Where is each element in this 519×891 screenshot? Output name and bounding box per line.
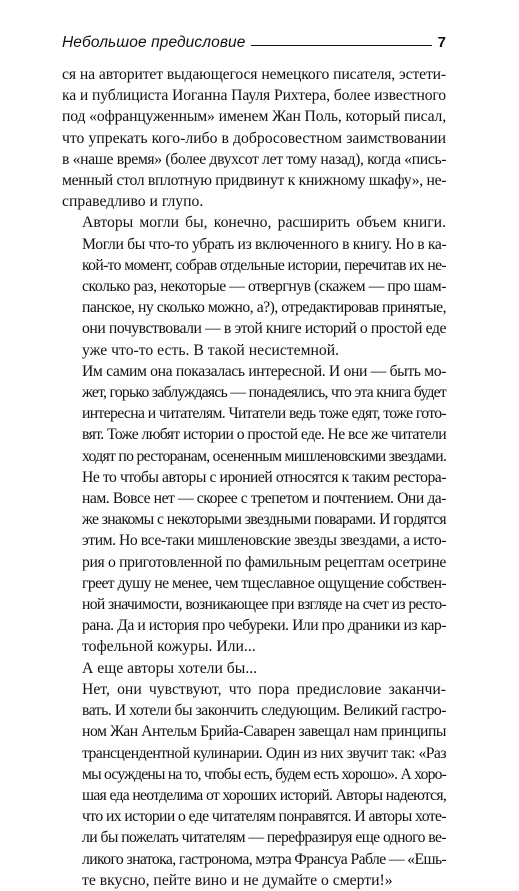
text-line: жет, горько заблуждаясь — понадеялись, что эта книга будет	[82, 384, 446, 402]
text-line: тофельной кожуры. Или...	[82, 638, 256, 656]
text-line: ходят по ресторанам, осененным мишленовскими звездами.	[82, 447, 447, 465]
text-line: уже что-то есть. В такой несистемной.	[82, 341, 340, 359]
text-line: они почувствовали — в этой книге историй о простой еде	[82, 320, 446, 338]
text-line: Авторы могли бы, конечно, расширить объем книги.	[82, 214, 446, 232]
paragraph-2	[62, 212, 446, 360]
paragraph-3	[62, 361, 446, 658]
page-number: 7	[437, 34, 446, 51]
text-line: ликого знатока, гастронома, мэтра Франсуа Рабле — «Ешь-	[82, 850, 447, 868]
text-line: под «офранцуженным» именем Жан Поль, который писал,	[62, 108, 446, 126]
body-text	[62, 64, 446, 891]
text-line: этим. Но все-таки мишленовские звезды звездами, а исто-	[82, 532, 446, 550]
text-line: греет душу не менее, чем тщеславное ощущение собствен-	[82, 574, 446, 592]
paragraph-4	[62, 658, 446, 679]
text-line: А еще авторы хотели бы...	[82, 659, 258, 677]
paragraph-1	[62, 64, 446, 212]
text-line: те вкусно, пейте вино и не думайте о смерти!»	[82, 871, 393, 889]
text-line: рия о приготовленной по фамильным рецептам осетрине	[82, 553, 446, 571]
paragraph-5	[62, 679, 446, 891]
text-line: Могли бы что-то убрать из включенного в книгу. Но в ка-	[82, 235, 447, 253]
text-line: нам. Вовсе нет — скорее с трепетом и почтением. Они да-	[82, 490, 446, 508]
running-head	[62, 33, 446, 53]
running-head-title: Небольшое предисловие	[62, 34, 246, 51]
text-line: в «наше время» (более двухсот лет тому назад), когда «пись-	[62, 150, 447, 168]
text-line: ном Жан Антельм Брийа-Саварен завещал нам принципы	[82, 723, 446, 741]
text-line: шая еда неотделима от хороших историй. Авторы надеются,	[82, 786, 446, 804]
text-line: ной значимости, возникающее при взгляде на счет из ресто-	[82, 596, 446, 614]
text-line: трансцендентной кулинарии. Один из них звучит так: «Раз	[82, 744, 446, 762]
text-line: вать. И хотели бы закончить следующим. Великий гастро-	[82, 702, 446, 720]
text-line: менный стол вплотную придвинут к книжному шкафу», не-	[62, 172, 447, 190]
text-line: что упрекать кого-либо в добросовестном заимствовании	[62, 129, 446, 147]
text-line: ли бы пожелать читателям — перефразируя еще одного ве-	[82, 829, 446, 847]
text-line: кой-то момент, собрав отдельные истории, перечитав их не-	[82, 256, 446, 274]
text-line: сколько раз, некоторые — отвергнув (скажем — про шам-	[82, 278, 446, 296]
text-line: справедливо и глупо.	[62, 193, 204, 211]
text-line: Им самим она показалась интересной. И они — быть мо-	[82, 362, 446, 380]
text-line: что их истории о еде читателям понравятся. И авторы хоте-	[82, 808, 446, 826]
text-line: ка и публициста Иоганна Пауля Рихтера, более известного	[62, 87, 446, 105]
text-line: Не то чтобы авторы с иронией относятся к таким рестора-	[82, 468, 446, 486]
text-line: ся на авторитет выдающегося немецкого писателя, эстети-	[62, 66, 446, 83]
text-line: вят. Тоже любят истории о простой еде. Не все же читатели	[82, 426, 446, 444]
text-line: интересна и читателям. Читатели ведь тоже едят, тоже гото-	[82, 405, 446, 423]
text-line: Нет, они чувствуют, что пора предисловие заканчи-	[82, 680, 446, 698]
text-line: панское, ну сколько можно, а?), отредактировав принятые,	[82, 299, 446, 317]
running-head-rule	[251, 45, 431, 46]
text-line: рана. Да и история про чебуреки. Или про драники из кар-	[82, 617, 446, 635]
text-line: же знакомы с некоторыми звездными поварами. И гордятся	[82, 511, 446, 529]
text-line: мы осуждены на то, чтобы есть, будем есть хорошо». А хоро-	[82, 765, 446, 783]
